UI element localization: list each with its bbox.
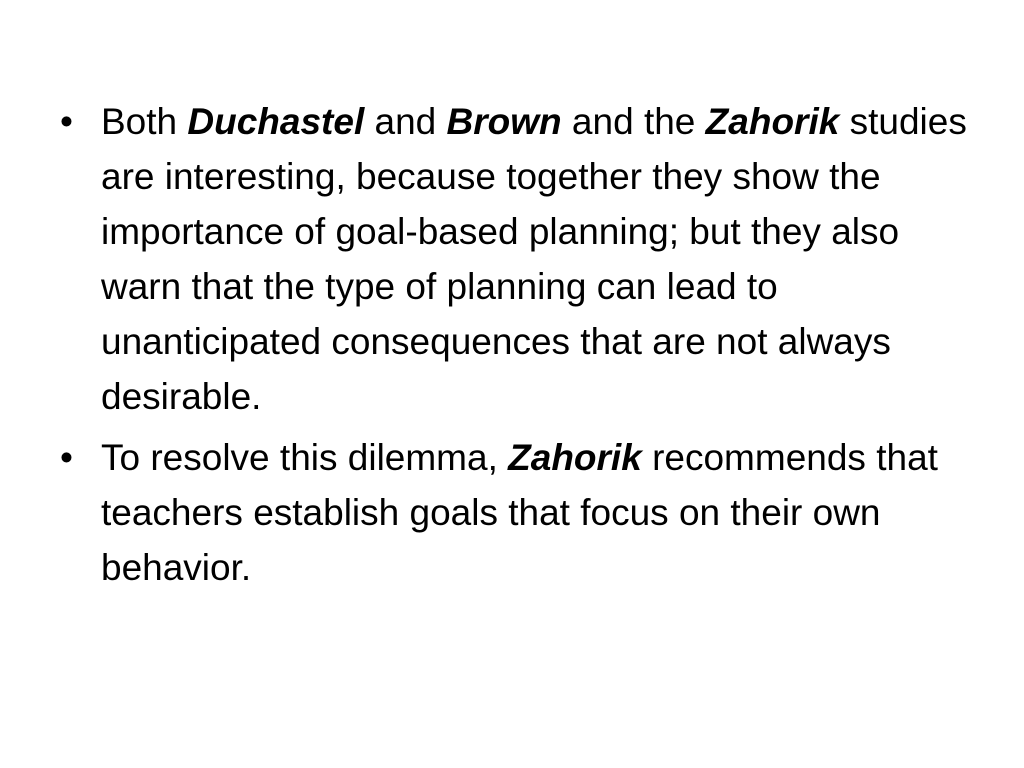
author-name-zahorik: Zahorik bbox=[705, 101, 840, 142]
bullet-item-1 bbox=[60, 94, 970, 424]
text-run: Both bbox=[101, 101, 188, 142]
bullet-text bbox=[101, 437, 938, 588]
bullet-item-2 bbox=[60, 430, 970, 595]
text-run: and bbox=[364, 101, 447, 142]
text-run: recommends that teachers establish goals that focus on their own behavior. bbox=[101, 437, 938, 588]
text-run: and the bbox=[561, 101, 706, 142]
author-name-duchastel: Duchastel bbox=[187, 101, 365, 142]
bullet-list bbox=[60, 94, 970, 601]
bullet-text bbox=[101, 101, 967, 417]
author-name-zahorik: Zahorik bbox=[508, 437, 642, 478]
text-run: To resolve this dilemma, bbox=[101, 437, 509, 478]
bullet-marker: • bbox=[60, 437, 73, 478]
text-run: studies are interesting, because together they show the importance of goal-based planning; but they also warn that the type of planning can lead to unanticipated consequences that are not always desirable. bbox=[101, 101, 967, 417]
author-name-brown: Brown bbox=[446, 101, 562, 142]
bullet-marker: • bbox=[60, 101, 73, 142]
